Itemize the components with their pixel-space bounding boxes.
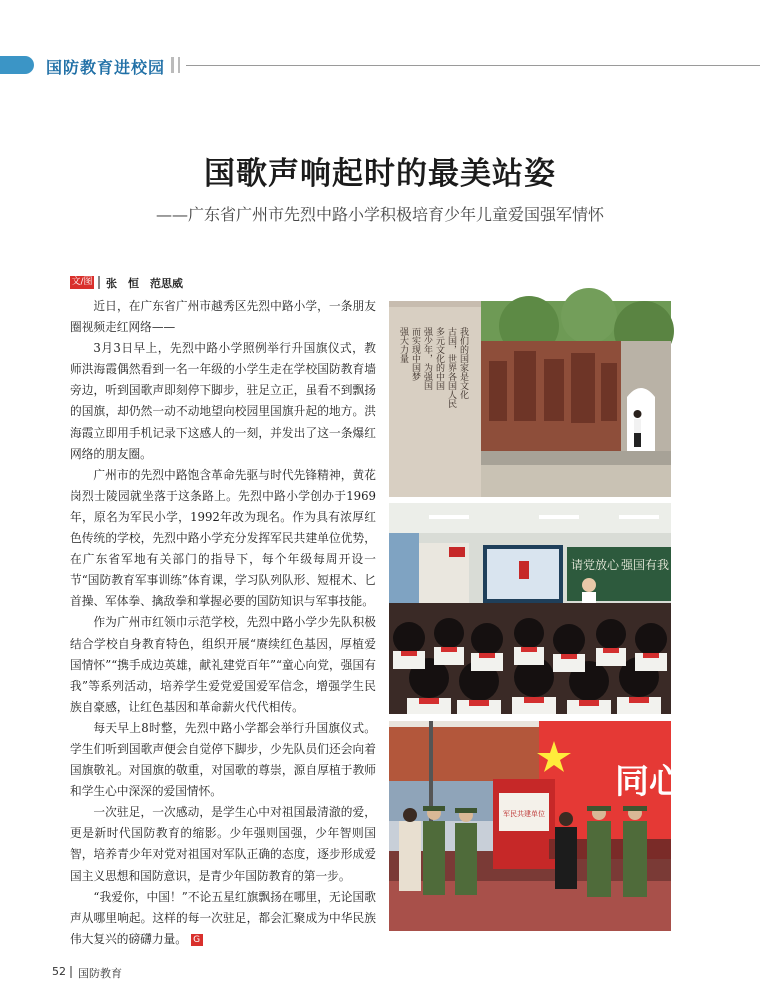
wall-text: 强大力量 <box>398 327 408 363</box>
article-body <box>70 296 376 950</box>
paragraph: 每天早上8时整，先烈中路小学都会举行升国旗仪式。学生们听到国歌声便会自觉停下脚步，少先队员们还会向着国旗敬礼。对国旗的敬重，对国歌的尊崇，源自厚植于教师和学生心中深深的爱国情怀。 <box>70 720 376 799</box>
paragraph: 一次驻足，一次感动，是学生心中对祖国最清澈的爱，更是新时代国防教育的缩影。少年强则国强，少年智则国智，培养青少年对党对祖国对军队正确的态度，逐步形成爱国主义思想和国防意识，是青少年国防教育的第一步。 <box>70 805 376 883</box>
plaque-text: 军民共建单位 <box>503 810 545 818</box>
paragraph: 广州市的先烈中路饱含革命先驱与时代先锋精神，黄花岗烈士陵园就坐落于这条路上。先烈中路小学创办于1969年，原名为军民小学，1992年改为现名。作为具有浓厚红色传统的学校，先烈中路小学充分发挥军民共建单位优势，在广东省军地有关部门的指导下，每个年级每周开设一节“国防教育军事训练”体育课，学习队列队形、短棍术、匕首操、军体拳、擒敌拳和掌握必要的国防知识与军事技能。 <box>70 467 376 609</box>
photo-student-by-wall <box>389 301 671 497</box>
section-title: 国防教育进校园 <box>46 58 166 77</box>
byline-tag: 文/图 <box>71 277 93 287</box>
byline-authors: 张 恒 范思威 <box>106 277 183 290</box>
wall-text: 强少年，为强国 <box>422 327 432 390</box>
wall-text: 我们的国家是文化 <box>458 327 468 399</box>
end-mark: G <box>191 934 203 946</box>
paragraph <box>70 887 376 950</box>
magazine-name: 国防教育 <box>78 967 122 980</box>
photo-plaque-ceremony <box>389 721 683 931</box>
screen-slogan-right: 强国有我 <box>621 558 670 572</box>
banner-text: 同心 <box>615 762 683 802</box>
wall-text: 而实现中国梦 <box>410 327 420 381</box>
last-paragraph-text: “我爱你，中国！”不论五星红旗飘扬在哪里，无论国歌声从哪里响起。这样的每一次驻足，都会汇聚成为中华民族伟大复兴的磅礴力量。 <box>70 889 376 946</box>
photo-classroom-lecture <box>389 503 671 714</box>
header-divider <box>171 57 174 73</box>
screen-slogan: 请党放心 <box>571 558 620 572</box>
footer-divider <box>70 966 72 978</box>
header-divider <box>178 57 180 73</box>
paragraph: 作为广州市红领巾示范学校，先烈中路小学少先队积极结合学校自身教育特色，组织开展“赓续红色基因，厚植爱国情怀”“携手成边英雄，献礼建党百年”“童心向党，强国有我”等系列活动，培养学生爱党爱国爱军信念，增强学生民族自豪感，让红色基因和革命薪火代代相传。 <box>70 615 376 714</box>
paragraph: 3月3日早上，先烈中路小学照例举行升国旗仪式，教师洪海霞偶然看到一名一年级的小学生走在学校国防教育墙旁边，听到国歌声即刻停下脚步，驻足立正，虽看不到飘扬的国旗，却仍然一动不动地望向校园里国旗升起的地方。洪海霞立即用手机记录下这感人的一刻，并发出了这一条爆红网络的朋友圈。 <box>70 341 376 461</box>
header-tab-decoration <box>0 56 34 74</box>
wall-text: 古国，世界各国人民 <box>446 327 456 408</box>
wall-text: 多元文化的中国 <box>434 327 444 390</box>
page-number: 52 <box>52 965 66 978</box>
header-rule <box>186 65 760 66</box>
byline-divider <box>98 276 100 289</box>
article-subtitle: ——广东省广州市先烈中路小学积极培育少年儿童爱国强军情怀 <box>155 205 604 224</box>
article-title: 国歌声响起时的最美站姿 <box>204 156 556 192</box>
paragraph: 近日，在广东省广州市越秀区先烈中路小学，一条朋友圈视频走红网络—— <box>70 299 376 335</box>
